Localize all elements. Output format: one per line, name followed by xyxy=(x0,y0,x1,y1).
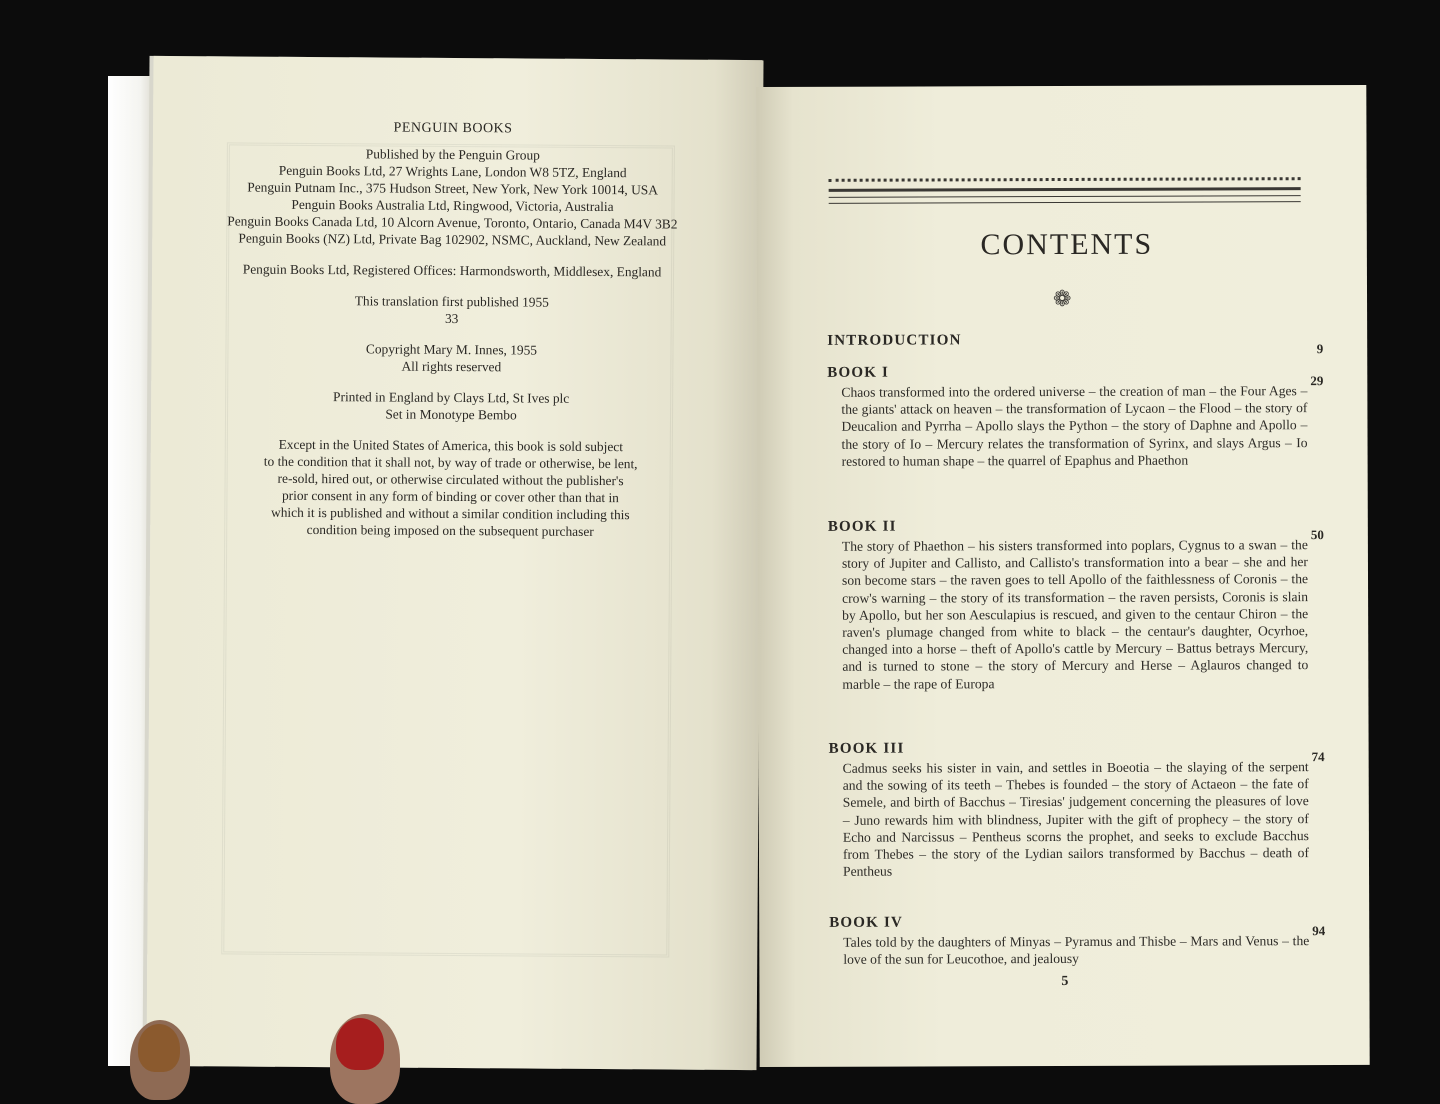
printer-line: Printed in England by Clays Ltd, St Ives plc xyxy=(333,389,570,406)
publisher-line: Penguin Putnam Inc., 375 Hudson Street, New York, New York 10014, USA xyxy=(247,179,658,198)
contents-entry-book-1 xyxy=(827,363,1324,470)
entry-heading: INTRODUCTION xyxy=(827,332,962,349)
dotted-rule xyxy=(829,177,1301,185)
copyright-line: Copyright Mary M. Innes, 1955 xyxy=(365,341,538,358)
contents-entry-book-4 xyxy=(829,913,1326,968)
publisher-line: Published by the Penguin Group xyxy=(365,146,540,163)
copyright-block xyxy=(221,339,681,376)
page-folio: 5 xyxy=(1061,973,1069,990)
entry-description: The story of Phaethon – his sisters transformed into poplars, Cygnus to a swan – the story of Jupiter and Callisto, and Callisto's transformation into a bear – she and her son become stars – the raven goes to tell Apollo of the faithlessness of Coronis – the crow's warning – the story of its transformation – the raven persists, Coronis is slain by Apollo, but her son Aesculapius is rescued, and given to the centaur Chiron – the raven's plumage changed from white to black – the centaur's daughter, Ocyrhoe, changed into a horse – theft of Apollo's cattle by Mercury – Battus betrays Mercury, and is turned to stone – the story of Mercury and Herse – Aglauros changed to marble – the rape of Europa xyxy=(841,537,1309,692)
entry-page-number: 50 xyxy=(1310,527,1324,543)
contents-entry-introduction xyxy=(827,331,1324,357)
publisher-line: Penguin Books Canada Ltd, 10 Alcorn Avenue, Toronto, Ontario, Canada M4V 3B2 xyxy=(227,213,678,232)
impression-number: 33 xyxy=(444,310,459,327)
condition-line: condition being imposed on the subsequent purchaser xyxy=(306,521,594,539)
entry-heading: BOOK I xyxy=(827,364,890,381)
flower-ornament-icon: ❁ xyxy=(1052,285,1072,312)
entry-heading: BOOK IV xyxy=(829,914,904,931)
publisher-line: Penguin Books Ltd, 27 Wrights Lane, London W8 5TZ, England xyxy=(278,162,627,181)
thin-rule xyxy=(829,195,1301,198)
entry-description: Tales told by the daughters of Minyas – Pyramus and Thisbe – Mars and Venus – the love of the sun for Leucothoe, and jealousy xyxy=(843,933,1310,967)
entry-description: Cadmus seeks his sister in vain, and settles in Boeotia – the slaying of the serpent and the sowing of its teeth – Thebes is founded – the story of Actaeon – the fate of Semele, and birth of Bacchus – Tiresias' judgement concerning the pleasures of love – Juno rewards him with blindness, Jupiter with the gift of prophecy – the story of Echo and Narcissus – Pentheus scorns the prophet, and seeks to exclude Bacchus from Thebes – the story of the Lydian sailors transformed by Bacchus – death of Pentheus xyxy=(842,759,1309,879)
condition-line: to the condition that it shall not, by way of trade or otherwise, be lent, xyxy=(263,453,638,472)
condition-line: prior consent in any form of binding or cover other than that in xyxy=(281,487,619,506)
publisher-line: Penguin Books (NZ) Ltd, Private Bag 102902, NSMC, Auckland, New Zealand xyxy=(238,230,667,249)
entry-heading: BOOK II xyxy=(827,518,897,535)
condition-line: Except in the United States of America, this book is sold subject xyxy=(278,436,624,455)
sale-condition-block xyxy=(220,435,681,540)
entry-heading: BOOK III xyxy=(828,740,905,757)
right-page xyxy=(756,85,1369,1067)
header-rules xyxy=(829,177,1301,204)
thin-rule xyxy=(829,201,1301,204)
publisher-block xyxy=(222,144,683,249)
thick-rule xyxy=(829,187,1301,192)
holding-fingers xyxy=(130,1010,390,1090)
contents-entry-book-2 xyxy=(827,517,1324,693)
contents-entry-book-3 xyxy=(828,739,1325,880)
condition-line: re-sold, hired out, or otherwise circulated without the publisher's xyxy=(277,470,624,489)
imprint-title: PENGUIN BOOKS xyxy=(393,120,513,137)
printer-block xyxy=(221,387,681,424)
fingernail xyxy=(138,1024,180,1072)
typeface-line: Set in Monotype Bembo xyxy=(385,406,517,423)
entry-page-number: 94 xyxy=(1312,923,1326,939)
publication-block xyxy=(222,291,682,328)
fingernail xyxy=(336,1018,384,1070)
publisher-line: Penguin Books Australia Ltd, Ringwood, Victoria, Australia xyxy=(291,196,614,215)
entry-description: Chaos transformed into the ordered universe – the creation of man – the Four Ages – the giants' attack on heaven – the transformation of Lycaon – the Flood – the story of Deucalion and Pyrrha – Apollo slays the Python – the story of Daphne and Apollo – the story of Io – Mercury relates the transformation of Syrinx, and slays Argus – Io restored to human shape – the quarrel of Epaphus and Phaethon xyxy=(841,383,1308,469)
entry-page-number: 74 xyxy=(1311,749,1325,765)
condition-line: which it is published and without a similar condition including this xyxy=(271,504,630,523)
first-published: This translation first published 1955 xyxy=(354,293,549,310)
contents-title: CONTENTS xyxy=(980,227,1154,262)
entry-page-number: 29 xyxy=(1310,373,1324,389)
imprint-block xyxy=(220,118,683,554)
rights-line: All rights reserved xyxy=(401,358,502,375)
entry-page-number: 9 xyxy=(1316,341,1324,357)
left-page xyxy=(146,56,763,1070)
registered-offices: Penguin Books Ltd, Registered Offices: Harmondsworth, Middlesex, England xyxy=(242,261,662,280)
